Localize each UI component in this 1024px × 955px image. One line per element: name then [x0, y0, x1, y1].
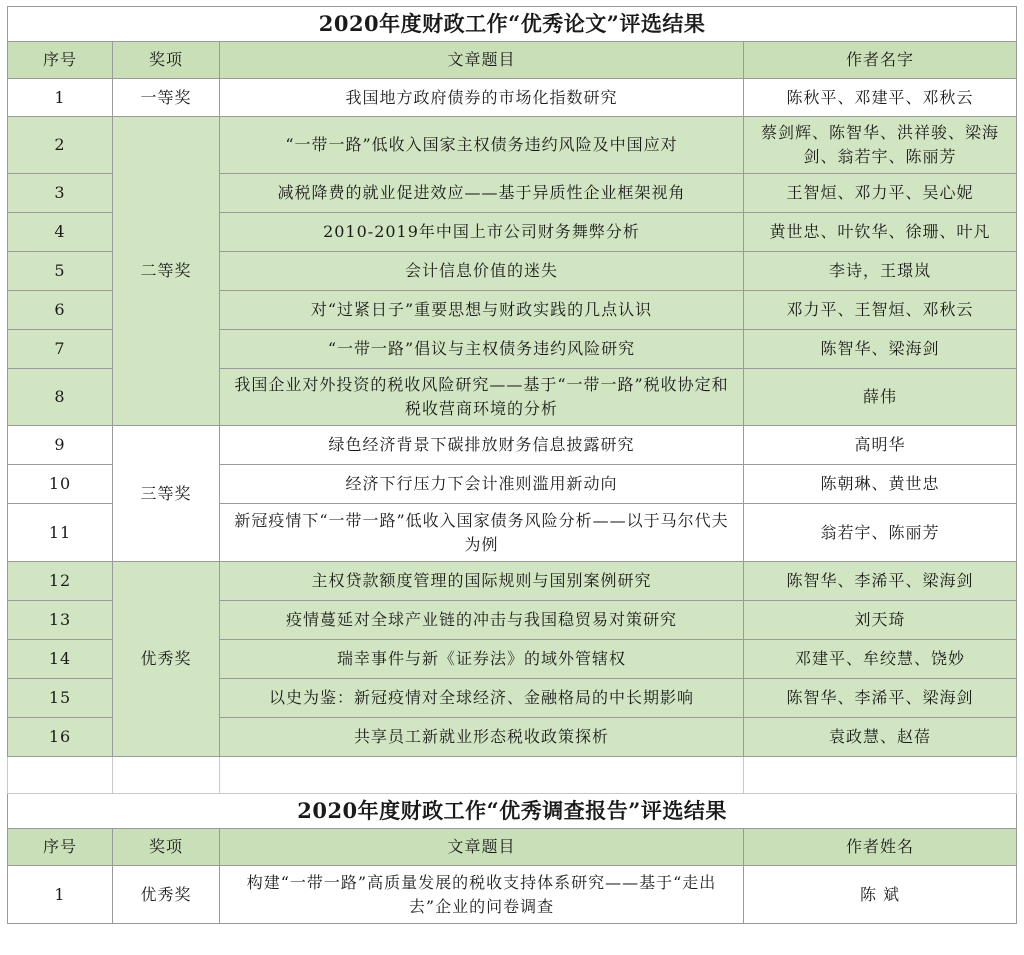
empty-cell[interactable]	[220, 757, 744, 794]
cell-no[interactable]: 2	[8, 117, 113, 174]
cell-authors[interactable]: 陈朝琳、黄世忠	[744, 465, 1017, 504]
cell-no[interactable]: 9	[8, 426, 113, 465]
cell-authors[interactable]: 陈智华、李浠平、梁海剑	[744, 562, 1017, 601]
cell-title[interactable]: 以史为鉴：新冠疫情对全球经济、金融格局的中长期影响	[220, 679, 744, 718]
cell-title[interactable]: 共享员工新就业形态税收政策探析	[220, 718, 744, 757]
cell-no[interactable]: 16	[8, 718, 113, 757]
cell-authors[interactable]: 陈秋平、邓建平、邓秋云	[744, 79, 1017, 117]
cell-authors[interactable]: 邓建平、牟绞慧、饶妙	[744, 640, 1017, 679]
cell-title[interactable]: 主权贷款额度管理的国际规则与国别案例研究	[220, 562, 744, 601]
cell-authors[interactable]: 陈智华、梁海剑	[744, 330, 1017, 369]
cell-title[interactable]: 我国地方政府债券的市场化指数研究	[220, 79, 744, 117]
cell-authors[interactable]: 李诗，王璟岚	[744, 252, 1017, 291]
header-award[interactable]: 奖项	[113, 829, 220, 866]
table-row	[8, 866, 1017, 924]
cell-authors[interactable]: 蔡剑辉、陈智华、洪祥骏、梁海剑、翁若宇、陈丽芳	[744, 117, 1017, 174]
cell-award[interactable]: 一等奖	[113, 79, 220, 117]
table-row	[8, 117, 1017, 174]
cell-authors[interactable]: 袁政慧、赵蓓	[744, 718, 1017, 757]
header-award[interactable]: 奖项	[113, 42, 220, 79]
cell-title[interactable]: 对“过紧日子”重要思想与财政实践的几点认识	[220, 291, 744, 330]
cell-no[interactable]: 12	[8, 562, 113, 601]
cell-title[interactable]: 2010-2019年中国上市公司财务舞弊分析	[220, 213, 744, 252]
cell-title[interactable]: 减税降费的就业促进效应——基于异质性企业框架视角	[220, 174, 744, 213]
cell-award[interactable]: 优秀奖	[113, 562, 220, 757]
cell-title[interactable]: 构建“一带一路”高质量发展的税收支持体系研究——基于“走出去”企业的问卷调查	[220, 866, 744, 924]
cell-award[interactable]: 三等奖	[113, 426, 220, 562]
cell-no[interactable]: 1	[8, 79, 113, 117]
cell-no[interactable]: 10	[8, 465, 113, 504]
empty-cell[interactable]	[8, 757, 113, 794]
header-title[interactable]: 文章题目	[220, 829, 744, 866]
table-row	[8, 79, 1017, 117]
cell-title[interactable]: 我国企业对外投资的税收风险研究——基于“一带一路”税收协定和税收营商环境的分析	[220, 369, 744, 426]
cell-no[interactable]: 7	[8, 330, 113, 369]
cell-award[interactable]: 二等奖	[113, 117, 220, 426]
cell-title[interactable]: 经济下行压力下会计准则滥用新动向	[220, 465, 744, 504]
table2-title[interactable]: 2020年度财政工作“优秀调查报告”评选结果	[8, 794, 1017, 829]
cell-authors[interactable]: 黄世忠、叶钦华、徐珊、叶凡	[744, 213, 1017, 252]
header-no[interactable]: 序号	[8, 829, 113, 866]
empty-cell[interactable]	[744, 757, 1017, 794]
cell-title[interactable]: 绿色经济背景下碳排放财务信息披露研究	[220, 426, 744, 465]
cell-authors[interactable]: 刘天琦	[744, 601, 1017, 640]
header-title[interactable]: 文章题目	[220, 42, 744, 79]
cell-title[interactable]: 瑞幸事件与新《证券法》的域外管辖权	[220, 640, 744, 679]
cell-no[interactable]: 1	[8, 866, 113, 924]
cell-no[interactable]: 4	[8, 213, 113, 252]
cell-title[interactable]: 疫情蔓延对全球产业链的冲击与我国稳贸易对策研究	[220, 601, 744, 640]
table2-header-row	[8, 829, 1017, 866]
cell-no[interactable]: 11	[8, 504, 113, 562]
cell-title[interactable]: 新冠疫情下“一带一路”低收入国家债务风险分析——以于马尔代夫为例	[220, 504, 744, 562]
header-no[interactable]: 序号	[8, 42, 113, 79]
cell-title[interactable]: “一带一路”倡议与主权债务违约风险研究	[220, 330, 744, 369]
table-row	[8, 426, 1017, 465]
cell-no[interactable]: 5	[8, 252, 113, 291]
empty-cell[interactable]	[113, 757, 220, 794]
cell-no[interactable]: 6	[8, 291, 113, 330]
cell-no[interactable]: 8	[8, 369, 113, 426]
table-row	[8, 562, 1017, 601]
cell-authors[interactable]: 高明华	[744, 426, 1017, 465]
header-authors[interactable]: 作者名字	[744, 42, 1017, 79]
table1-title[interactable]: 2020年度财政工作“优秀论文”评选结果	[8, 7, 1017, 42]
cell-title[interactable]: 会计信息价值的迷失	[220, 252, 744, 291]
cell-no[interactable]: 14	[8, 640, 113, 679]
cell-authors[interactable]: 陈 斌	[744, 866, 1017, 924]
header-authors[interactable]: 作者姓名	[744, 829, 1017, 866]
cell-authors[interactable]: 陈智华、李浠平、梁海剑	[744, 679, 1017, 718]
empty-row	[8, 757, 1017, 794]
cell-no[interactable]: 15	[8, 679, 113, 718]
cell-authors[interactable]: 王智烜、邓力平、吴心妮	[744, 174, 1017, 213]
cell-authors[interactable]: 邓力平、王智烜、邓秋云	[744, 291, 1017, 330]
spreadsheet	[7, 6, 1016, 924]
cell-authors[interactable]: 翁若宇、陈丽芳	[744, 504, 1017, 562]
cell-award[interactable]: 优秀奖	[113, 866, 220, 924]
cell-no[interactable]: 3	[8, 174, 113, 213]
cell-no[interactable]: 13	[8, 601, 113, 640]
table1-header-row	[8, 42, 1017, 79]
results-table	[7, 6, 1017, 924]
cell-title[interactable]: “一带一路”低收入国家主权债务违约风险及中国应对	[220, 117, 744, 174]
cell-authors[interactable]: 薛伟	[744, 369, 1017, 426]
